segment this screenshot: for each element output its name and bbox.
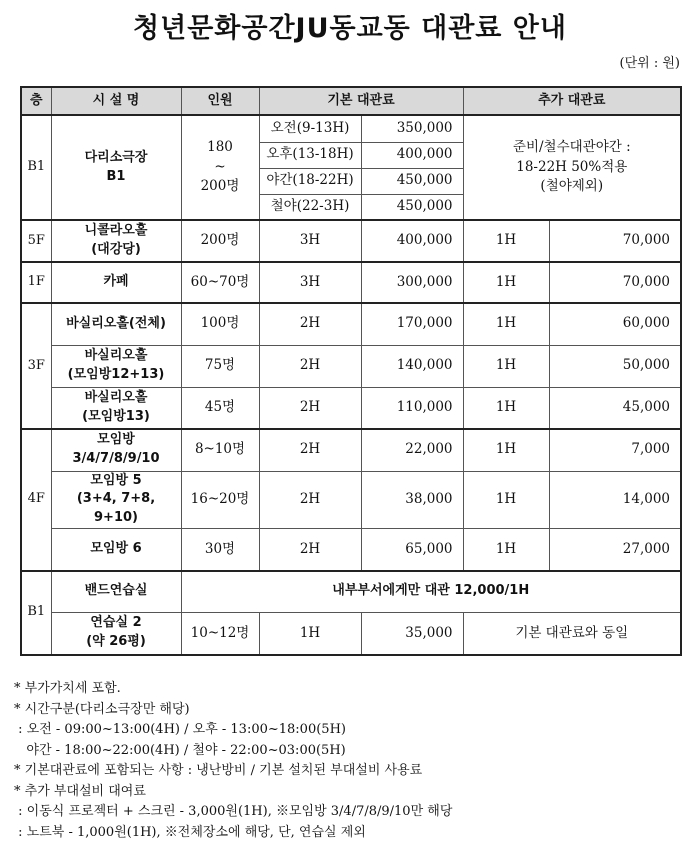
table-row	[21, 571, 681, 613]
base-fee: 300,000	[361, 262, 463, 303]
table-row	[21, 529, 681, 571]
base-fee: 450,000	[361, 168, 463, 194]
note-line: * 부가가치세 포함.	[14, 681, 121, 696]
capacity-cell: 8~10명	[181, 429, 259, 471]
base-hours: 2H	[259, 471, 361, 529]
floor-cell: 1F	[21, 262, 51, 303]
base-hours: 2H	[259, 529, 361, 571]
extra-fee: 27,000	[549, 529, 681, 571]
note-line: * 기본대관료에 포함되는 사항 : 냉난방비 / 기본 설치된 부대설비 사용료	[14, 763, 423, 778]
extra-fee: 45,000	[549, 387, 681, 429]
base-hours: 2H	[259, 345, 361, 387]
capacity-cell: 180 ~ 200명	[181, 115, 259, 220]
header-floor: 층	[21, 87, 51, 115]
rental-fee-table	[20, 86, 682, 656]
time-slot: 오전(9-13H)	[259, 115, 361, 142]
table-row	[21, 345, 681, 387]
facility-name: 모임방 5 (3+4, 7+8, 9+10)	[51, 471, 181, 529]
floor-cell: 5F	[21, 220, 51, 262]
base-fee: 400,000	[361, 220, 463, 262]
base-fee: 450,000	[361, 194, 463, 220]
capacity-cell: 75명	[181, 345, 259, 387]
base-fee: 350,000	[361, 115, 463, 142]
base-hours: 2H	[259, 303, 361, 345]
facility-name: 밴드연습실	[51, 571, 181, 613]
facility-name: 모임방 6	[51, 529, 181, 571]
extra-fee: 14,000	[549, 471, 681, 529]
note-line: 야간 - 18:00~22:00(4H) / 철야 - 22:00~03:00(5H)	[14, 742, 346, 758]
capacity-cell: 30명	[181, 529, 259, 571]
note-line: : 노트북 - 1,000원(1H), ※전체장소에 해당, 단, 연습실 제외	[14, 824, 366, 840]
extra-fee: 60,000	[549, 303, 681, 345]
table-row	[21, 471, 681, 529]
header-base-fee: 기본 대관료	[259, 87, 463, 115]
facility-name: 바실리오홀 (모임방13)	[51, 387, 181, 429]
extra-fee-note: 준비/철수대관야간 : 18-22H 50%적용 (철야제외)	[463, 115, 681, 220]
header-capacity: 인원	[181, 87, 259, 115]
extra-fee: 70,000	[549, 262, 681, 303]
facility-name: 모임방 3/4/7/8/9/10	[51, 429, 181, 471]
extra-hours: 1H	[463, 387, 549, 429]
base-hours: 3H	[259, 220, 361, 262]
floor-cell: B1	[21, 115, 51, 220]
band-room-note: 내부부서에게만 대관 12,000/1H	[181, 571, 681, 613]
extra-hours: 1H	[463, 262, 549, 303]
facility-name: 카페	[51, 262, 181, 303]
facility-name: 바실리오홀 (모임방12+13)	[51, 345, 181, 387]
capacity-cell: 16~20명	[181, 471, 259, 529]
time-slot: 철야(22-3H)	[259, 194, 361, 220]
extra-fee: 7,000	[549, 429, 681, 471]
extra-hours: 1H	[463, 345, 549, 387]
extra-hours: 1H	[463, 429, 549, 471]
capacity-cell: 60~70명	[181, 262, 259, 303]
header-extra-fee: 추가 대관료	[463, 87, 681, 115]
base-fee: 65,000	[361, 529, 463, 571]
base-fee: 22,000	[361, 429, 463, 471]
floor-cell: 3F	[21, 303, 51, 429]
facility-name: 니콜라오홀 (대강당)	[51, 220, 181, 262]
facility-name: 다리소극장 B1	[51, 115, 181, 220]
time-slot: 오후(13-18H)	[259, 142, 361, 168]
extra-fee-note: 기본 대관료와 동일	[463, 613, 681, 655]
base-fee: 400,000	[361, 142, 463, 168]
base-fee: 140,000	[361, 345, 463, 387]
base-hours: 1H	[259, 613, 361, 655]
table-row	[21, 303, 681, 345]
capacity-cell: 200명	[181, 220, 259, 262]
table-row	[21, 387, 681, 429]
extra-hours: 1H	[463, 303, 549, 345]
table-row	[21, 429, 681, 471]
extra-fee: 50,000	[549, 345, 681, 387]
facility-name: 연습실 2 (약 26평)	[51, 613, 181, 655]
base-hours: 2H	[259, 387, 361, 429]
table-row	[21, 220, 681, 262]
table-row	[21, 613, 681, 655]
capacity-cell: 10~12명	[181, 613, 259, 655]
extra-fee: 70,000	[549, 220, 681, 262]
header-facility: 시 설 명	[51, 87, 181, 115]
note-line: : 오전 - 09:00~13:00(4H) / 오후 - 13:00~18:00(5H)	[14, 722, 346, 737]
base-fee: 170,000	[361, 303, 463, 345]
base-fee: 38,000	[361, 471, 463, 529]
time-slot: 야간(18-22H)	[259, 168, 361, 194]
base-fee: 110,000	[361, 387, 463, 429]
note-line: * 시간구분(다리소극장만 해당)	[14, 701, 190, 717]
base-hours: 3H	[259, 262, 361, 303]
page-title: 청년문화공간JU동교동 대관료 안내	[133, 13, 567, 44]
table-row	[21, 262, 681, 303]
capacity-cell: 45명	[181, 387, 259, 429]
floor-cell: B1	[21, 571, 51, 655]
extra-hours: 1H	[463, 471, 549, 529]
table-row	[21, 115, 681, 142]
unit-label: (단위 : 원)	[619, 56, 680, 71]
facility-name: 바실리오홀(전체)	[51, 303, 181, 345]
extra-hours: 1H	[463, 220, 549, 262]
capacity-cell: 100명	[181, 303, 259, 345]
base-fee: 35,000	[361, 613, 463, 655]
note-line: : 이동식 프로젝터 + 스크린 - 3,000원(1H), ※모임방 3/4/7/8/9/10만 해당	[14, 804, 453, 819]
note-line: * 추가 부대설비 대여료	[14, 783, 146, 799]
base-hours: 2H	[259, 429, 361, 471]
floor-cell: 4F	[21, 429, 51, 571]
extra-hours: 1H	[463, 529, 549, 571]
table-header-row	[21, 87, 681, 115]
notes-section	[14, 679, 452, 843]
